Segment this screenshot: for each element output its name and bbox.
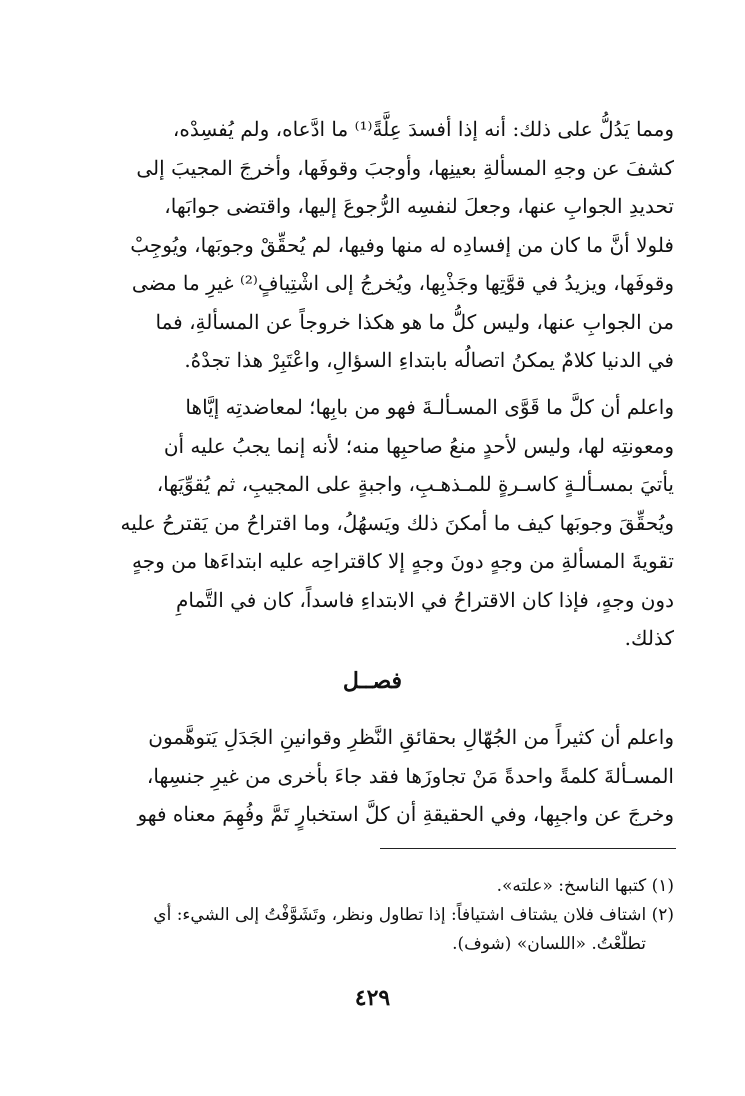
section-heading: فصــل bbox=[342, 668, 403, 694]
text-line: المسـألةَ كلمةً واحدةً مَنْ تجاوزَها فقد جاءَ بأخرى من غيرِ جنسِها، bbox=[146, 763, 674, 788]
paragraph-2 bbox=[72, 388, 674, 658]
text-line: كشفَ عن وجهِ المسألةِ بعينِها، وأوجبَ وقوفَها، وأخرجَ المجيبَ إلى bbox=[136, 155, 674, 180]
text-line: واعلم أن كثيراً من الجُهّالِ بحقائقِ النَّظرِ وقوانينِ الجَدَلِ يَتوهَّمون bbox=[148, 725, 674, 749]
text-line: ومما يَدُلُّ على ذلك: أنه إذا أفسدَ عِلَّةً⁽¹⁾ ما ادَّعاه، ولم يُفسِدْه، bbox=[172, 117, 674, 141]
text-line: واعلم أن كلَّ ما قَوَّى المسـألـةَ فهو من بابِها؛ لمعاضدتِه إيَّاها bbox=[185, 395, 674, 419]
text-line: يأتيَ بمسـألـةٍ كاسـرةٍ للمـذهـبِ، واجبةٍ على المجيبِ، ثم يُقوِّيَها، bbox=[156, 472, 674, 496]
text-line: ويُحقِّقَ وجوبَها كيف ما أمكنَ ذلك ويَسهُلُ، وما اقتراحُ من يَقترحُ عليه bbox=[120, 510, 674, 535]
text-line: تحديدِ الجوابِ عنها، وجعلَ لنفسِه الرُّجوعَ إليها، واقتضى جوابَها، bbox=[164, 194, 674, 218]
footnote-divider bbox=[380, 848, 676, 849]
page-number: ٤٢٩ bbox=[354, 985, 391, 1011]
footnote-2: (٢) اشتاف فلان يشتاف اشتيافاً: إذا تطاول ونظر، وتَشَوَّفْتُ إلى الشيء: أي bbox=[153, 905, 674, 925]
text-line: ومعونتِه لها، وليس لأحدٍ منعُ صاحبِها منه؛ لأنه إنما يجبُ عليه أن bbox=[163, 433, 674, 458]
text-line: كذلك. bbox=[624, 626, 674, 650]
text-line: دون وجهٍ، فإذا كان الاقتراحُ في الابتداءِ فاسداً، كان في التَّمامِ bbox=[176, 587, 674, 612]
footnote-1: (١) كتبها الناسخ: «علته». bbox=[496, 876, 674, 896]
footnote-2-continuation: تطلَّعْتُ. «اللسان» (شوف). bbox=[452, 934, 646, 954]
text-line: في الدنيا كلامٌ يمكنُ اتصالُه بابتداءِ السؤالِ، واعْتَبِرْ هذا تجدْهُ. bbox=[184, 348, 674, 372]
text-line: وقوفَها، ويزيدُ في قوَّتِها وجَذْبِها، ويُخرجُ إلى اشْتِيافٍ⁽²⁾ غيرِ ما مضى bbox=[131, 271, 674, 295]
text-line: من الجوابِ عنها، وليس كلُّ ما هو هكذا خروجاً عن المسألةِ، فما bbox=[155, 309, 674, 334]
paragraph-1 bbox=[72, 110, 674, 380]
text-line: فلولا أنَّ ما كان من إفسادِه له منها وفيها، لم يُحقِّقْ وجوبَها، ويُوجِبْ bbox=[130, 232, 674, 257]
text-line: تقويةَ المسألةِ من وجهٍ دونَ وجهٍ إلا كاقتراحِه عليه ابتداءَها من وجهٍ bbox=[132, 549, 674, 573]
paragraph-3 bbox=[72, 718, 674, 834]
footnotes bbox=[72, 872, 674, 959]
text-line: وخرجَ عن واجبِها، وفي الحقيقةِ أن كلَّ استخبارٍ تَمَّ وفُهِمَ معناه فهو bbox=[137, 802, 674, 826]
